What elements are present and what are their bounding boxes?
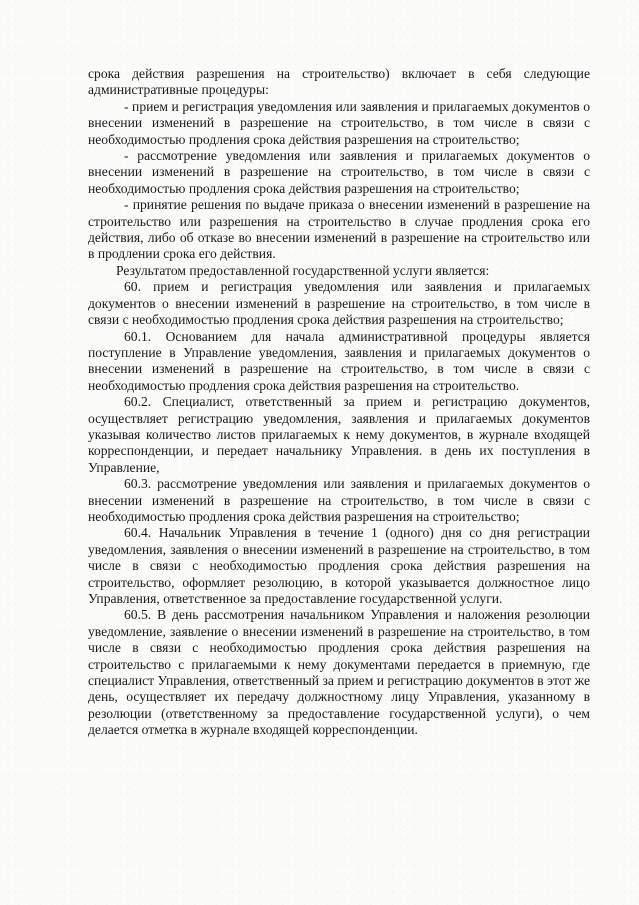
paragraph-result: Результатом предоставленной государственной услуги является:	[116, 262, 490, 278]
paragraph-60: 60. прием и регистрация уведомления или заявления и прилагаемых документов о внесении изменений в разрешение на строительство, в том числе в связи с необходимостью продления срока действия разрешения на строительство;	[88, 279, 590, 328]
paragraph-procedure-1: - прием и регистрация уведомления или заявления и прилагаемых документов о внесении изменений в разрешение на строительство, в том числе в связи с необходимостью продления срока действия разрешения на строительство;	[88, 98, 590, 147]
paragraph-procedure-3: - принятие решения по выдаче приказа о внесении изменений в разрешение на строительство или разрешения на строительство в случае продления срока его действия, либо об отказе во внесении изменений в разрешение на строительство или в продлении срока его действия.	[88, 197, 590, 262]
paragraph-60-2: 60.2. Специалист, ответственный за прием и регистрацию документов, осуществляет регистрацию уведомления, заявления и прилагаемых документов указывая количество листов прилагаемых к нему документов, в журнале входящей корреспонденции, и передает начальнику Управления. в день их поступления в Управление,	[88, 394, 590, 475]
document-body	[88, 66, 590, 739]
paragraph-60-4: 60.4. Начальник Управления в течение 1 (одного) дня со дня регистрации уведомления, заявления о внесении изменений в разрешение на строительство, в том числе в связи с необходимостью продления срока действия разрешения на строительство, оформляет резолюцию, в которой указывается должностное лицо Управления, ответственное за предоставление государственной услуги.	[88, 525, 590, 606]
paragraph-60-3: 60.3. рассмотрение уведомления или заявления и прилагаемых документов о внесении изменений в разрешение на строительство, в том числе в связи с необходимостью продления срока действия разрешения на строительство;	[88, 476, 590, 524]
paragraph-intro: срока действия разрешения на строительство) включает в себя следующие административные процедуры:	[88, 66, 590, 98]
paragraph-60-5: 60.5. В день рассмотрения начальником Управления и наложения резолюции уведомление, заявление о внесении изменений в разрешение на строительство, в том числе в связи с необходимостью продления срока действия разрешения на строительство с прилагаемыми к нему документами передается в приемную, где специалист Управления, ответственный за прием и регистрацию документов в этот же день, осуществляет их передачу должностному лицу Управления, указанному в резолюции (ответственному за предоставление государственной услуги), о чем делается отметка в журнале входящей корреспонденции.	[88, 607, 590, 738]
paragraph-60-1: 60.1. Основанием для начала административной процедуры является поступление в Управление уведомления, заявления и прилагаемых документов о внесении изменений в разрешение на строительство, в том числе в связи с необходимостью продления срока действия разрешения на строительство.	[88, 328, 590, 393]
paragraph-procedure-2: - рассмотрение уведомления или заявления и прилагаемых документов о внесении изменений в разрешение на строительство, в том числе в связи с необходимостью продления срока действия разрешения на строительство;	[88, 148, 590, 196]
